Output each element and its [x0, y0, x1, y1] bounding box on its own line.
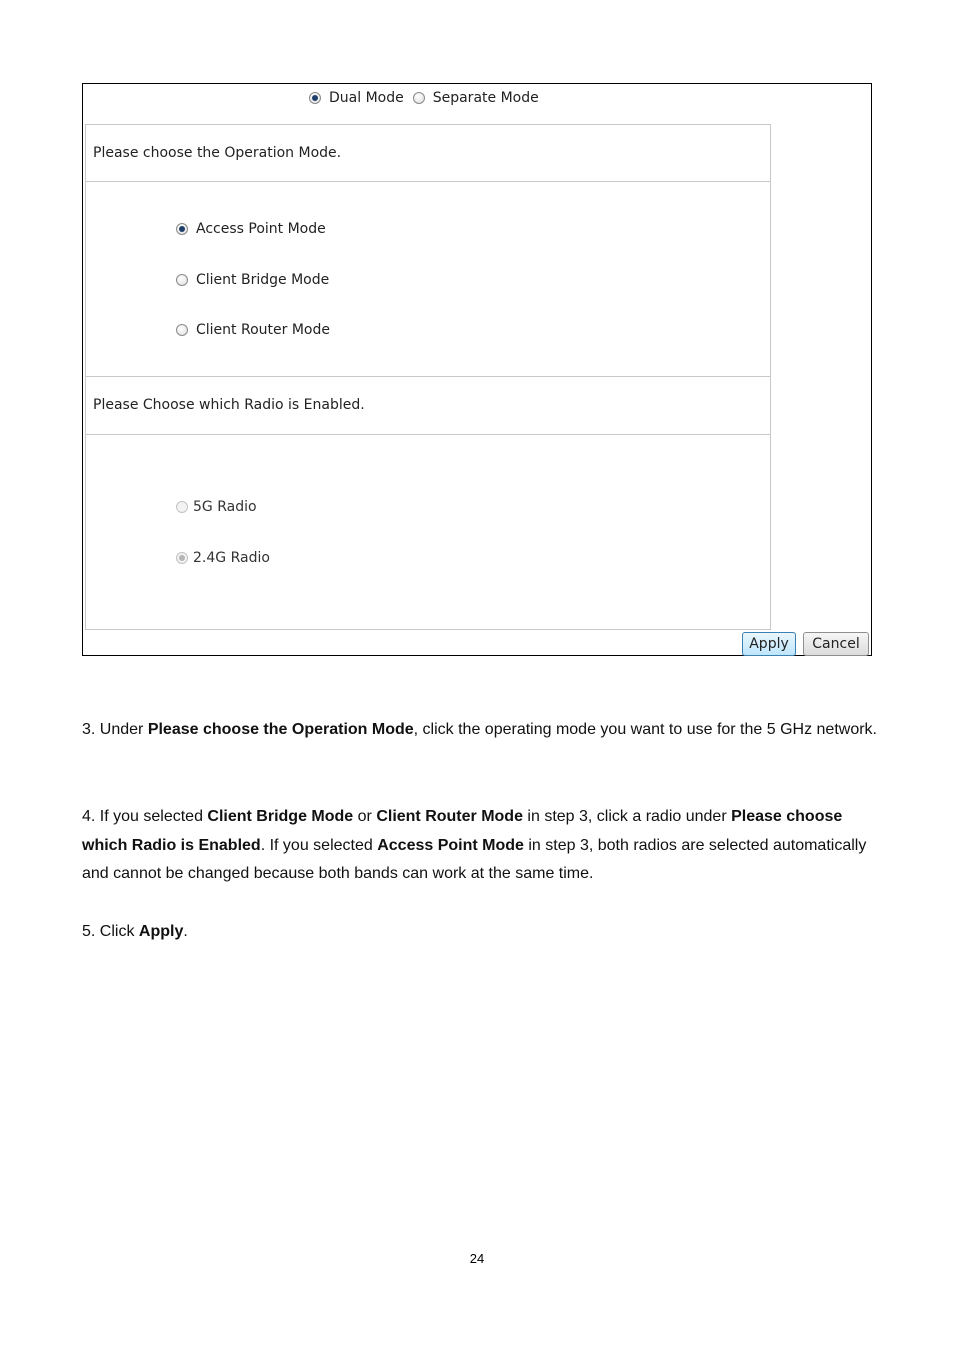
access-point-option[interactable]	[176, 221, 326, 237]
step-4-bold-client-router: Client Router Mode	[376, 808, 523, 825]
step-4-bold-radio-enabled: Please choose which Radio is Enabled	[82, 808, 843, 854]
step-5-text: 5. Click	[82, 923, 139, 940]
step-4-paragraph	[82, 803, 877, 889]
client-bridge-label: Client Bridge Mode	[196, 272, 330, 288]
step-3-bold-operation-mode: Please choose the Operation Mode	[147, 721, 414, 738]
radio-5g-radio	[176, 501, 188, 513]
step-4-text-4: . If you selected	[260, 836, 378, 854]
apply-button[interactable]: Apply	[742, 632, 796, 656]
step-4-text-1: 4. If you selected	[82, 808, 208, 825]
radio-5g-label: 5G Radio	[193, 499, 257, 515]
step-3-text-end: , click the operating mode you want to use for the 5 GHz network.	[413, 721, 877, 738]
radio-enable-heading: Please Choose which Radio is Enabled.	[93, 397, 365, 413]
radio-24g-option	[176, 550, 270, 566]
access-point-radio[interactable]	[176, 223, 188, 235]
radio-24g-label: 2.4G Radio	[193, 550, 270, 566]
step-4-text-2: or	[353, 808, 377, 825]
dual-mode-radio[interactable]	[309, 92, 321, 104]
dual-mode-label: Dual Mode	[329, 90, 404, 106]
client-router-option[interactable]	[176, 322, 330, 338]
client-bridge-option[interactable]	[176, 272, 329, 288]
operation-mode-header	[85, 124, 771, 182]
mode-selector	[309, 90, 539, 106]
step-4-text-5: in step 3, both radios are selected automatically and cannot be changed because both bands can work at the same time.	[82, 836, 867, 882]
operation-mode-screenshot	[82, 83, 872, 656]
step-5-text-end: .	[183, 923, 188, 940]
step-4-bold-access-point: Access Point Mode	[377, 836, 524, 854]
radio-enable-options	[85, 434, 771, 630]
operation-mode-heading: Please choose the Operation Mode.	[93, 145, 342, 161]
client-router-label: Client Router Mode	[196, 322, 330, 338]
radio-5g-option	[176, 499, 257, 515]
separate-mode-label: Separate Mode	[432, 90, 539, 106]
radio-24g-radio	[176, 552, 188, 564]
access-point-label: Access Point Mode	[196, 221, 326, 237]
client-router-radio[interactable]	[176, 324, 188, 336]
step-3-text: 3. Under	[82, 721, 148, 738]
step-4-text-3: in step 3, click a radio under	[522, 808, 732, 825]
step-3-paragraph	[82, 716, 877, 745]
separate-mode-radio[interactable]	[413, 92, 425, 104]
radio-enable-header	[85, 376, 771, 435]
step-4-bold-client-bridge: Client Bridge Mode	[207, 808, 354, 825]
client-bridge-radio[interactable]	[176, 274, 188, 286]
cancel-button[interactable]: Cancel	[803, 632, 869, 656]
step-5-paragraph	[82, 918, 877, 947]
page-number: 24	[469, 1251, 485, 1266]
operation-mode-options	[85, 181, 771, 377]
step-5-bold-apply: Apply	[138, 923, 184, 940]
